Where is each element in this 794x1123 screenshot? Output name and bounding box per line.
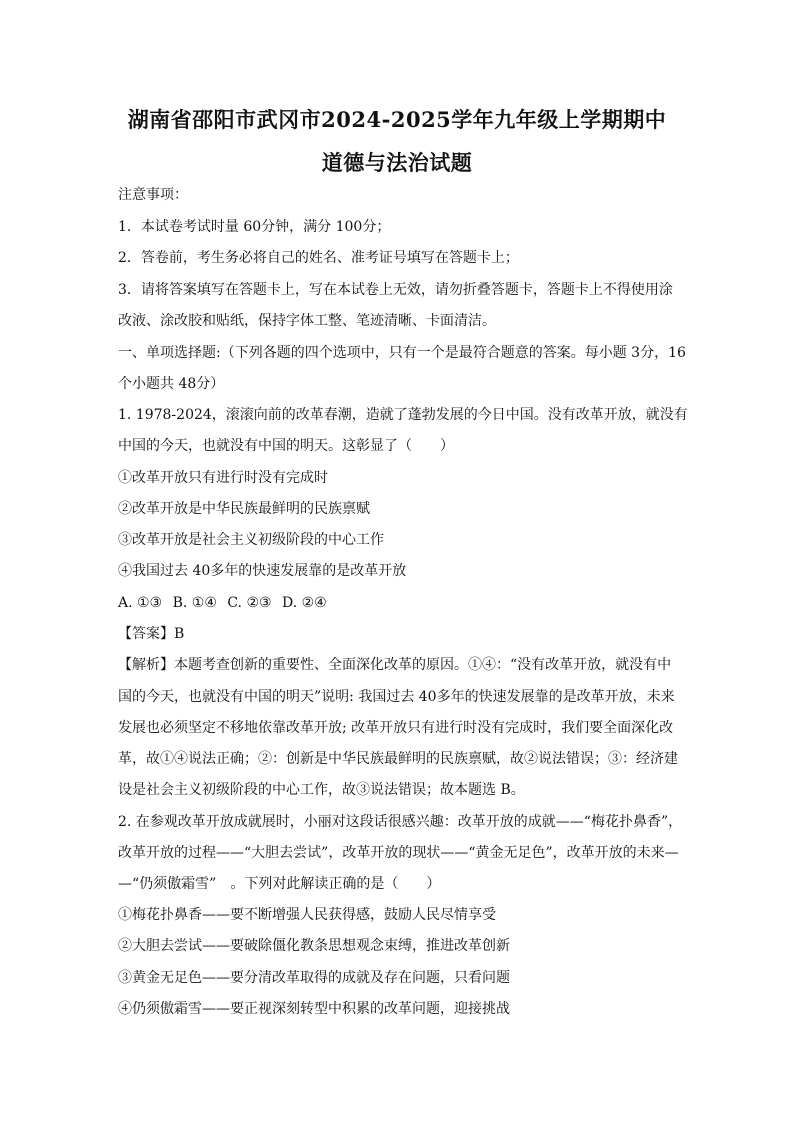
- notice-item: 2．答卷前，考生务必将自己的姓名、准考证号填写在答题卡上；: [118, 250, 519, 266]
- question-stem: 改革开放的过程——“大胆去尝试”，改革开放的现状——“黄金无足色”，改革开放的未来—: [118, 845, 679, 861]
- question-statement: ②改革开放是中华民族最鲜明的民族禀赋: [118, 501, 370, 517]
- option-c: C. ②③: [227, 595, 272, 611]
- question-statement: ③黄金无足色——要分清改革取得的成就及存在问题，只看问题: [118, 970, 510, 986]
- notice-item: 1．本试卷考试时量 60分钟，满分 100分；: [118, 219, 391, 235]
- notice-item: 改液、涂改胶和贴纸，保持字体工整、笔迹清晰、卡面清洁。: [118, 313, 496, 329]
- question-statement: ②大胆去尝试——要破除僵化教条思想观念束缚，推进改革创新: [118, 938, 510, 954]
- analysis-line: 设是社会主义初级阶段的中心工作，故③说法错误；故本题选 B。: [118, 782, 525, 798]
- question-statement: ④我国过去 40多年的快速发展靠的是改革开放: [118, 563, 407, 579]
- question-stem: 2. 在参观改革开放成就展时，小丽对这段话很感兴趣：改革开放的成就——“梅花扑鼻香”，: [118, 814, 683, 830]
- section-heading: 个小题共 48分）: [118, 376, 225, 392]
- question-stem: 1. 1978-2024，滚滚向前的改革春潮，造就了蓬勃发展的今日中国。没有改革开放，就没有: [118, 407, 688, 423]
- document-subtitle: 道德与法治试题: [321, 150, 473, 175]
- question-options: [118, 594, 678, 612]
- analysis-line: 革，故①④说法正确；②：创新是中华民族最鲜明的民族禀赋，故②说法错误；③：经济建: [118, 751, 678, 767]
- question-statement: ④仍须傲霜雪——要正视深刻转型中积累的改革问题，迎接挑战: [118, 1001, 510, 1017]
- analysis-line: 发展也必须坚定不移地依靠改革开放; 改革开放只有进行时没有完成时，我们要全面深化改: [118, 720, 674, 736]
- question-stem: —“仍须傲霜雪” 。下列对此解读正确的是（ ）: [118, 876, 441, 892]
- notice-item: 3．请将答案填写在答题卡上，写在本试卷上无效，请勿折叠答题卡，答题卡上不得使用涂: [118, 282, 673, 298]
- section-heading: 一、单项选择题:（下列各题的四个选项中，只有一个是最符合题意的答案。每小题 3分，16: [118, 345, 686, 361]
- question-statement: ①改革开放只有进行时没有完成时: [118, 470, 328, 486]
- option-d: D. ②④: [282, 595, 327, 611]
- question-statement: ①梅花扑鼻香——要不断增强人民获得感，鼓励人民尽情享受: [118, 907, 496, 923]
- answer-line: 【答案】B: [118, 626, 185, 642]
- option-b: B. ①④: [172, 595, 217, 611]
- question-stem: 中国的今天，也就没有中国的明天。这彰显了（ ）: [118, 438, 454, 454]
- option-a: A. ①③: [118, 595, 163, 611]
- notice-heading: 注意事项：: [118, 187, 188, 203]
- document-title: 湖南省邵阳市武冈市2024-2025学年九年级上学期期中: [127, 107, 667, 132]
- analysis-line: 【解析】本题考查创新的重要性、全面深化改革的原因。①④：“没有改革开放，就没有中: [118, 657, 672, 673]
- question-statement: ③改革开放是社会主义初级阶段的中心工作: [118, 532, 384, 548]
- analysis-line: 国的今天，也就没有中国的明天”说明: 我国过去 40多年的快速发展靠的是改革开放，未来: [118, 689, 675, 705]
